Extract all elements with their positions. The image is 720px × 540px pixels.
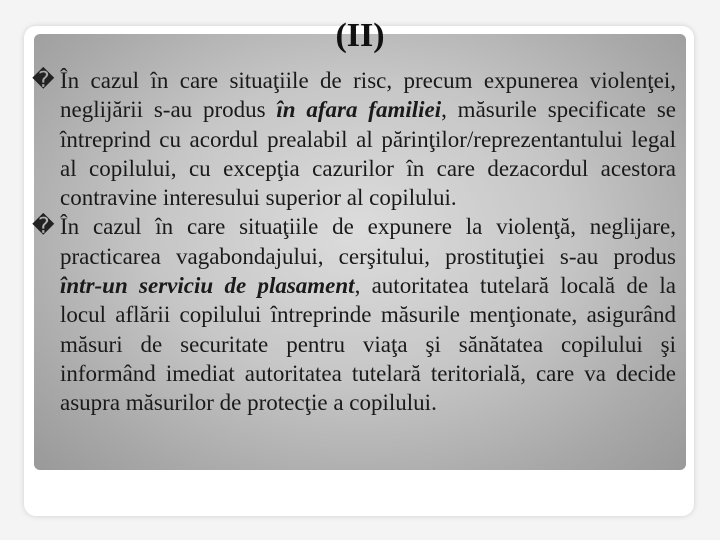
bullet-icon: �: [32, 214, 55, 240]
slide-title: (II): [335, 17, 385, 54]
paragraph-2-text-b: , autoritatea tutelară locală de la locul aflării copilului întreprinde măsurile menţionate, asigurând măsuri de securitate pentru viaţa şi sănătatea copilului şi informând imediat autoritatea tutelară teritorială, care va decide asupra măsurilor de protecţie a copilului.: [60, 273, 676, 416]
paragraph-1: [32, 66, 676, 212]
paragraph-1-emphasis: în afara familiei: [276, 97, 442, 123]
paragraph-2: [32, 212, 676, 417]
paragraph-2-text-a: În cazul în care situaţiile de expunere la violenţă, neglijare, practicarea vagabondajului, cerşitului, prostituţiei s-au produs: [60, 214, 676, 269]
slide-body: [32, 66, 676, 418]
paragraph-1-text-b: , măsurile specificate se întreprind cu acordul prealabil al părinţilor/reprezentantului legal al copilului, cu excepţia cazurilor în care dezacordul acestora contravine interesului superior al copilului.: [60, 97, 676, 211]
paragraph-2-emphasis: într-un serviciu de plasament: [60, 273, 355, 299]
paragraph-1-text-a: În cazul în care situaţiile de risc, precum expunerea violenţei, neglijării s-au produs: [60, 68, 676, 123]
bullet-icon: �: [32, 68, 55, 93]
